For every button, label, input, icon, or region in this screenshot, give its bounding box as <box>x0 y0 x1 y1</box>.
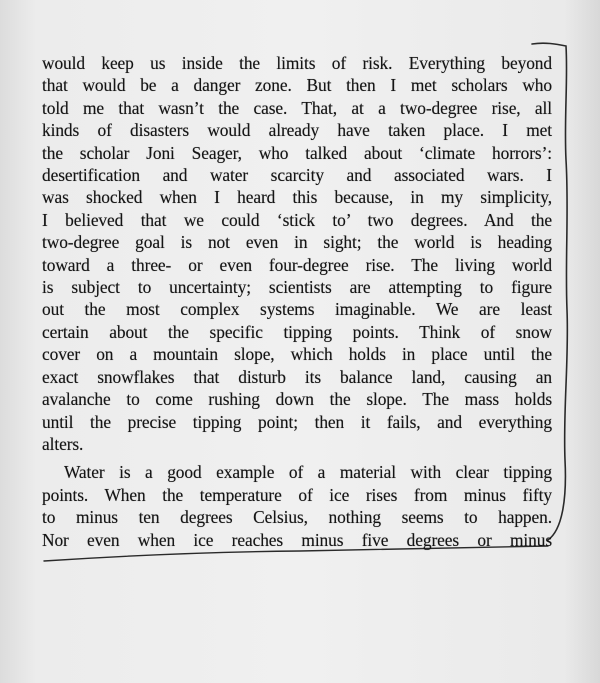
text-line: is subject to uncertainty; scientists are attempting to figure <box>42 277 552 298</box>
text-line: out the most complex systems imaginable. We are least <box>42 299 552 320</box>
text-line: avalanche to come rushing down the slope. The mass holds <box>42 389 552 410</box>
paragraph <box>42 461 552 551</box>
text-line: that would be a danger zone. But then I met scholars who <box>42 75 552 96</box>
text-line: points. When the temperature of ice rises from minus fifty <box>42 484 552 505</box>
paragraph <box>42 52 552 455</box>
text-line: to minus ten degrees Celsius, nothing seems to happen. <box>42 507 552 528</box>
text-line: desertification and water scarcity and associated wars. I <box>42 165 552 186</box>
text-line: would keep us inside the limits of risk. Everything beyond <box>42 53 552 73</box>
text-line: certain about the specific tipping points. Think of snow <box>42 321 552 342</box>
text-line: I believed that we could ‘stick to’ two degrees. And the <box>42 209 552 230</box>
text-line: two-degree goal is not even in sight; the world is heading <box>42 232 552 253</box>
text-line: until the precise tipping point; then it fails, and everything <box>42 411 552 432</box>
text-line: cover on a mountain slope, which holds in place until the <box>42 344 552 365</box>
text-line: exact snowflakes that disturb its balance land, causing an <box>42 366 552 387</box>
text-line: Nor even when ice reaches minus five degrees or minus <box>42 529 552 550</box>
text-line: toward a three- or even four-degree rise. The living world <box>42 254 552 275</box>
text-line: was shocked when I heard this because, in my simplicity, <box>42 187 552 208</box>
body-text <box>42 52 552 551</box>
text-line: the scholar Joni Seager, who talked about ‘climate horrors’: <box>42 142 552 163</box>
text-line: alters. <box>42 433 84 454</box>
text-line: kinds of disasters would already have taken place. I met <box>42 120 552 141</box>
text-line: told me that wasn’t the case. That, at a two-degree rise, all <box>42 97 552 118</box>
text-line: Water is a good example of a material with clear tipping <box>64 462 552 483</box>
